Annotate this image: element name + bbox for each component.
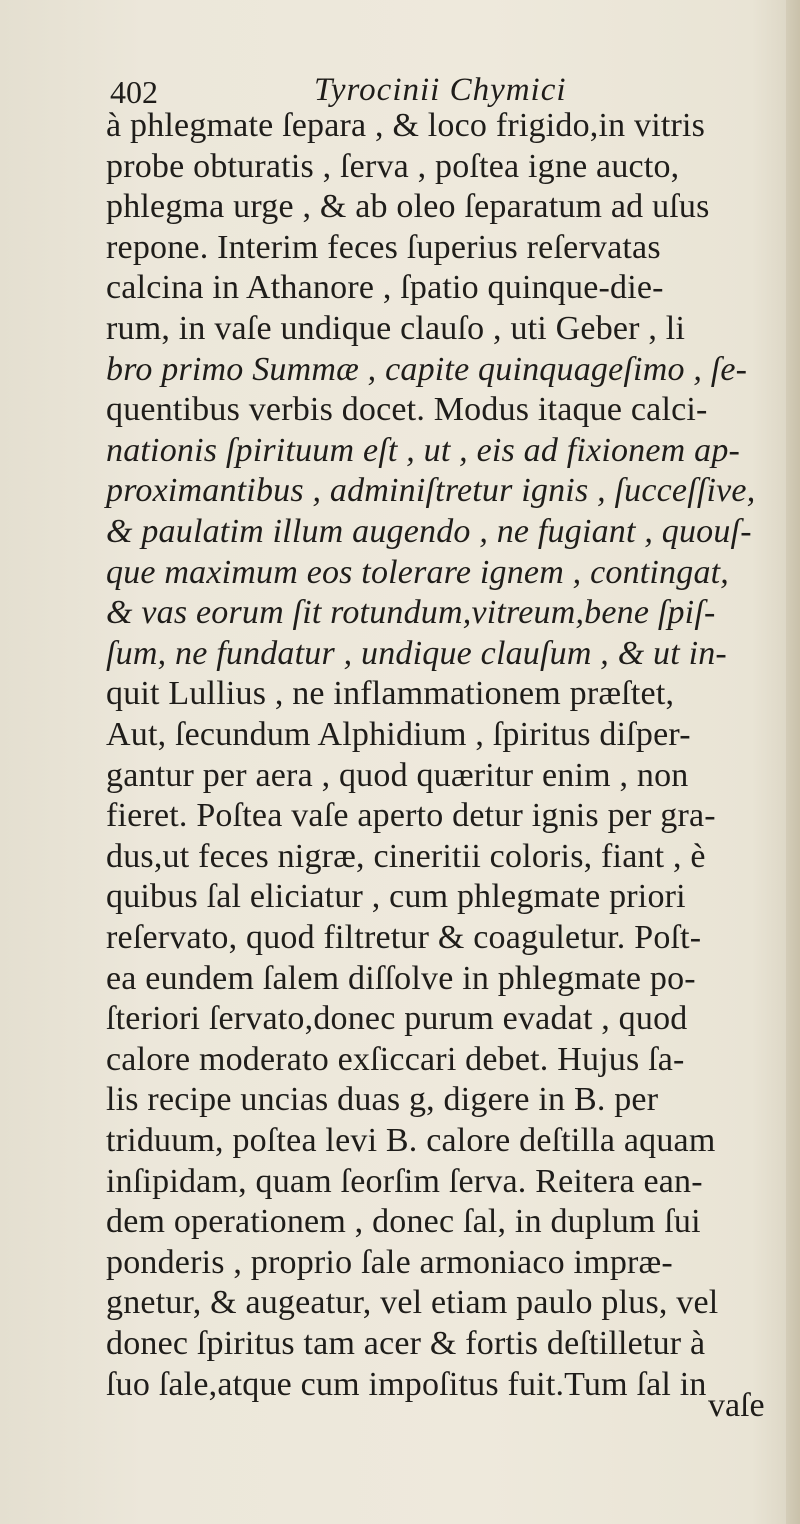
text-line: calore moderato exſiccari debet. Hujus ſa- — [106, 1040, 685, 1078]
page-number: 402 — [110, 74, 158, 110]
text-line: ſteriori ſervato,donec purum evadat , quod — [106, 1000, 688, 1038]
text-line: gnetur, & augeatur, vel etiam paulo plus, vel — [106, 1284, 719, 1322]
text-line: bro primo Summæ , capite quinquageſimo , ſe- — [106, 350, 748, 388]
text-line: quentibus verbis docet. Modus itaque calci- — [106, 391, 708, 429]
text-line: que maximum eos tolerare ignem , contingat, — [106, 553, 730, 591]
page-edge — [786, 0, 800, 1524]
text-line: repone. Interim feces ſuperius reſervatas — [106, 228, 661, 266]
text-line: dem operationem , donec ſal, in duplum ſui — [106, 1203, 701, 1241]
text-line: rum, in vaſe undique clauſo , uti Geber , li — [106, 310, 686, 347]
text-line: gantur per aera , quod quæritur enim , non — [106, 756, 689, 794]
text-line: ſuo ſale,atque cum impoſitus fuit.Tum ſal in — [106, 1365, 707, 1403]
text-line: quibus ſal eliciatur , cum phlegmate priori — [106, 878, 686, 916]
running-title: Tyrocinii Chymici — [314, 72, 567, 108]
text-line: ea eundem ſalem diſſolve in phlegmate po- — [106, 959, 696, 997]
catchword: vaſe — [708, 1387, 765, 1424]
text-line: calcina in Athanore , ſpatio quinque-die- — [106, 269, 664, 307]
text-line: phlegma urge , & ab oleo ſeparatum ad uſus — [106, 188, 710, 226]
text-line: proximantibus , adminiſtretur ignis , ſucceſſive, — [106, 472, 756, 510]
text-line: dus,ut feces nigræ, cineritii coloris, fiant , è — [106, 837, 706, 875]
text-line: à phlegmate ſepara , & loco frigido,in vitris — [106, 107, 706, 144]
text-line: inſipidam, quam ſeorſim ſerva. Reitera ean- — [106, 1162, 703, 1200]
text-line: Aut, ſecundum Alphidium , ſpiritus diſper- — [106, 716, 691, 753]
text-line: quit Lullius , ne inflammationem præſtet, — [106, 675, 675, 713]
text-line: & paulatim illum augendo , ne fugiant , quouſ- — [106, 513, 752, 550]
text-line: fieret. Poſtea vaſe aperto detur ignis per gra- — [106, 797, 716, 835]
text-line: nationis ſpirituum eſt , ut , eis ad fixionem ap- — [106, 431, 741, 469]
text-line: donec ſpiritus tam acer & fortis deſtilletur à — [106, 1325, 706, 1362]
text-line: & vas eorum ſit rotundum,vitreum,bene ſpiſ- — [106, 594, 716, 632]
text-line: ponderis , proprio ſale armoniaco impræ- — [106, 1243, 673, 1281]
text-line: lis recipe uncias duas g, digere in B. per — [106, 1081, 659, 1119]
text-line: triduum, poſtea levi B. calore deſtilla aquam — [106, 1122, 716, 1159]
text-line: reſervato, quod filtretur & coaguletur. Poſt- — [106, 919, 702, 956]
text-line: probe obturatis , ſerva , poſtea igne aucto, — [106, 147, 680, 185]
text-line: ſum, ne fundatur , undique clauſum , & ut in- — [106, 634, 727, 672]
